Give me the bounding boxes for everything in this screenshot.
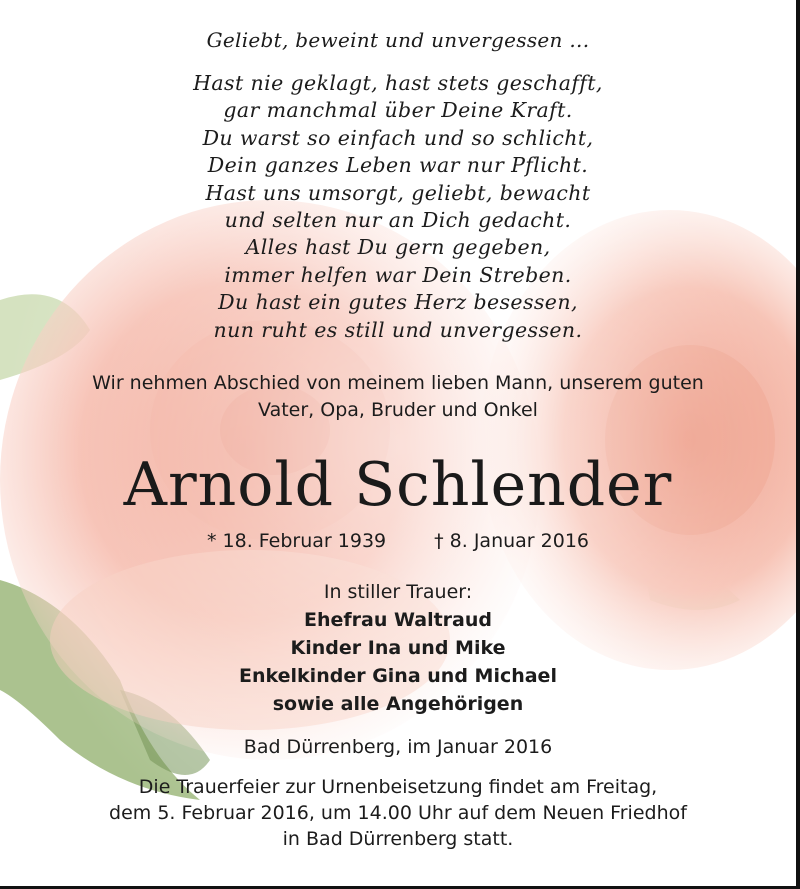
poem-line: Du hast ein gutes Herz besessen, [218, 290, 578, 315]
service-line: Die Trauerfeier zur Urnenbeisetzung findet am Freitag, [138, 776, 658, 798]
deceased-name: Arnold Schlender [123, 450, 673, 520]
poem-line: Hast nie geklagt, hast stets geschafft, [193, 71, 603, 95]
service-info [0, 774, 796, 852]
poem-line: Dein ganzes Leben war nur Pflicht. [207, 153, 589, 178]
death-date: † 8. Januar 2016 [434, 530, 590, 552]
mourners-block [0, 578, 796, 718]
poem-line: gar manchmal über Deine Kraft. [223, 98, 573, 123]
mourner-name: Ehefrau Waltraud [303, 609, 492, 631]
poem-line: Alles hast Du gern gegeben, [245, 235, 551, 260]
poem-line: nun ruht es still und unvergessen. [213, 317, 583, 342]
service-line: in Bad Dürrenberg statt. [282, 828, 514, 850]
farewell-line: Wir nehmen Abschied von meinem lieben Mann, unserem guten [92, 372, 704, 394]
poem-line: und selten nur an Dich gedacht. [224, 208, 572, 233]
poem-line: Du warst so einfach und so schlicht, [202, 125, 594, 150]
mourner-name: Enkelkinder Gina und Michael [239, 665, 557, 687]
poem [0, 70, 796, 344]
service-line: dem 5. Februar 2016, um 14.00 Uhr auf dem Neuen Friedhof [109, 802, 687, 824]
poem-line: Hast uns umsorgt, geliebt, bewacht [205, 180, 591, 205]
mourner-name: sowie alle Angehörigen [272, 693, 524, 715]
place-date: Bad Dürrenberg, im Januar 2016 [243, 736, 553, 758]
farewell-text [0, 370, 796, 424]
farewell-line: Vater, Opa, Bruder und Onkel [258, 399, 538, 421]
poem-line: immer helfen war Dein Streben. [224, 262, 572, 287]
mourner-name: Kinder Ina und Mike [290, 637, 506, 659]
life-dates [0, 530, 796, 552]
intro-line: Geliebt, beweint und unvergessen ... [206, 28, 590, 52]
mourning-lead: In stiller Trauer: [323, 581, 473, 603]
birth-date: * 18. Februar 1939 [206, 530, 387, 552]
